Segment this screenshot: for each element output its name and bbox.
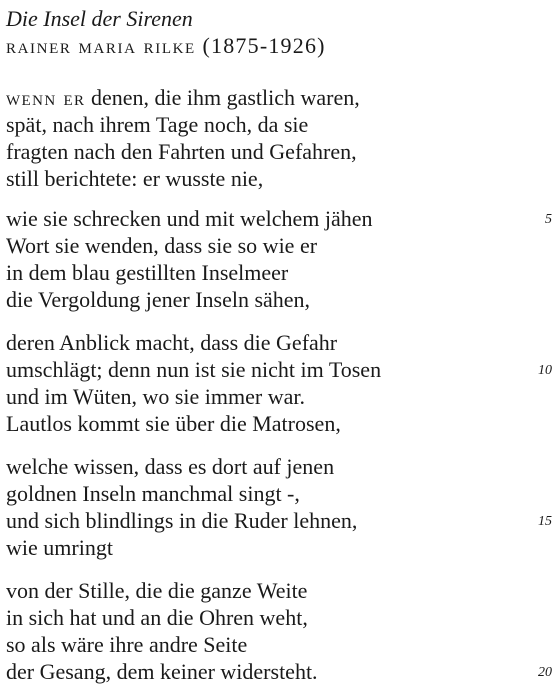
line-number: 5 — [545, 212, 552, 227]
line-text: in sich hat und an die Ohren weht, — [6, 605, 308, 630]
poem-line-11 — [6, 383, 554, 410]
line-text: Wort sie wenden, dass sie so wie er — [6, 233, 318, 258]
poem-line-6 — [6, 232, 554, 259]
line-text: Lautlos kommt sie über die Matrosen, — [6, 411, 341, 436]
line-text: in dem blau gestillten Inselmeer — [6, 260, 289, 285]
stanza-4 — [6, 453, 554, 561]
line-text: denen, die ihm gastlich waren, — [85, 85, 360, 110]
line-text: spät, nach ihrem Tage noch, da sie — [6, 112, 309, 137]
line-text: und im Wüten, wo sie immer war. — [6, 384, 305, 409]
line-text: deren Anblick macht, dass die Gefahr — [6, 330, 338, 355]
line-text: die Vergoldung jener Inseln sähen, — [6, 287, 311, 312]
poem-line-19 — [6, 631, 554, 658]
author-name: rainer maria rilke — [6, 33, 196, 58]
line-text: so als wäre ihre andre Seite — [6, 632, 248, 657]
poem-author — [6, 33, 326, 59]
line-number: 20 — [538, 665, 552, 680]
poem-title: Die Insel der Sirenen — [6, 6, 193, 31]
line-text: still berichtete: er wusste nie, — [6, 166, 264, 191]
poem-line-20 — [6, 658, 554, 685]
opening-words: wenn er — [6, 85, 86, 110]
poem-line-12 — [6, 410, 554, 437]
poem-line-18 — [6, 604, 554, 631]
line-text: fragten nach den Fahrten und Gefahren, — [6, 139, 357, 164]
poem-line-15 — [6, 507, 554, 534]
line-number: 10 — [538, 363, 552, 378]
stanza-3 — [6, 329, 554, 437]
poem-line-5 — [6, 205, 554, 232]
line-text: umschlägt; denn nun ist sie nicht im Tosen — [6, 357, 382, 382]
poem-line-17 — [6, 577, 554, 604]
line-text: und sich blindlings in die Ruder lehnen, — [6, 508, 358, 533]
line-text: von der Stille, die die ganze Weite — [6, 578, 308, 603]
poem-line-4 — [6, 165, 554, 192]
stanza-2 — [6, 205, 554, 313]
poem-line-1 — [6, 84, 554, 111]
poem-line-8 — [6, 286, 554, 313]
line-text: welche wissen, dass es dort auf jenen — [6, 454, 335, 479]
line-number: 15 — [538, 514, 552, 529]
poem-line-16 — [6, 534, 554, 561]
line-text: der Gesang, dem keiner widersteht. — [6, 659, 318, 684]
poem-line-3 — [6, 138, 554, 165]
poem-line-10 — [6, 356, 554, 383]
poem-line-2 — [6, 111, 554, 138]
poem-line-13 — [6, 453, 554, 480]
poem-line-9 — [6, 329, 554, 356]
line-text: wie sie schrecken und mit welchem jähen — [6, 206, 373, 231]
poem-line-14 — [6, 480, 554, 507]
line-text: goldnen Inseln manchmal singt -, — [6, 481, 300, 506]
stanza-1 — [6, 84, 554, 192]
author-years: (1875-1926) — [202, 33, 326, 58]
poem-line-7 — [6, 259, 554, 286]
stanza-5 — [6, 577, 554, 685]
line-text: wie umringt — [6, 535, 113, 560]
